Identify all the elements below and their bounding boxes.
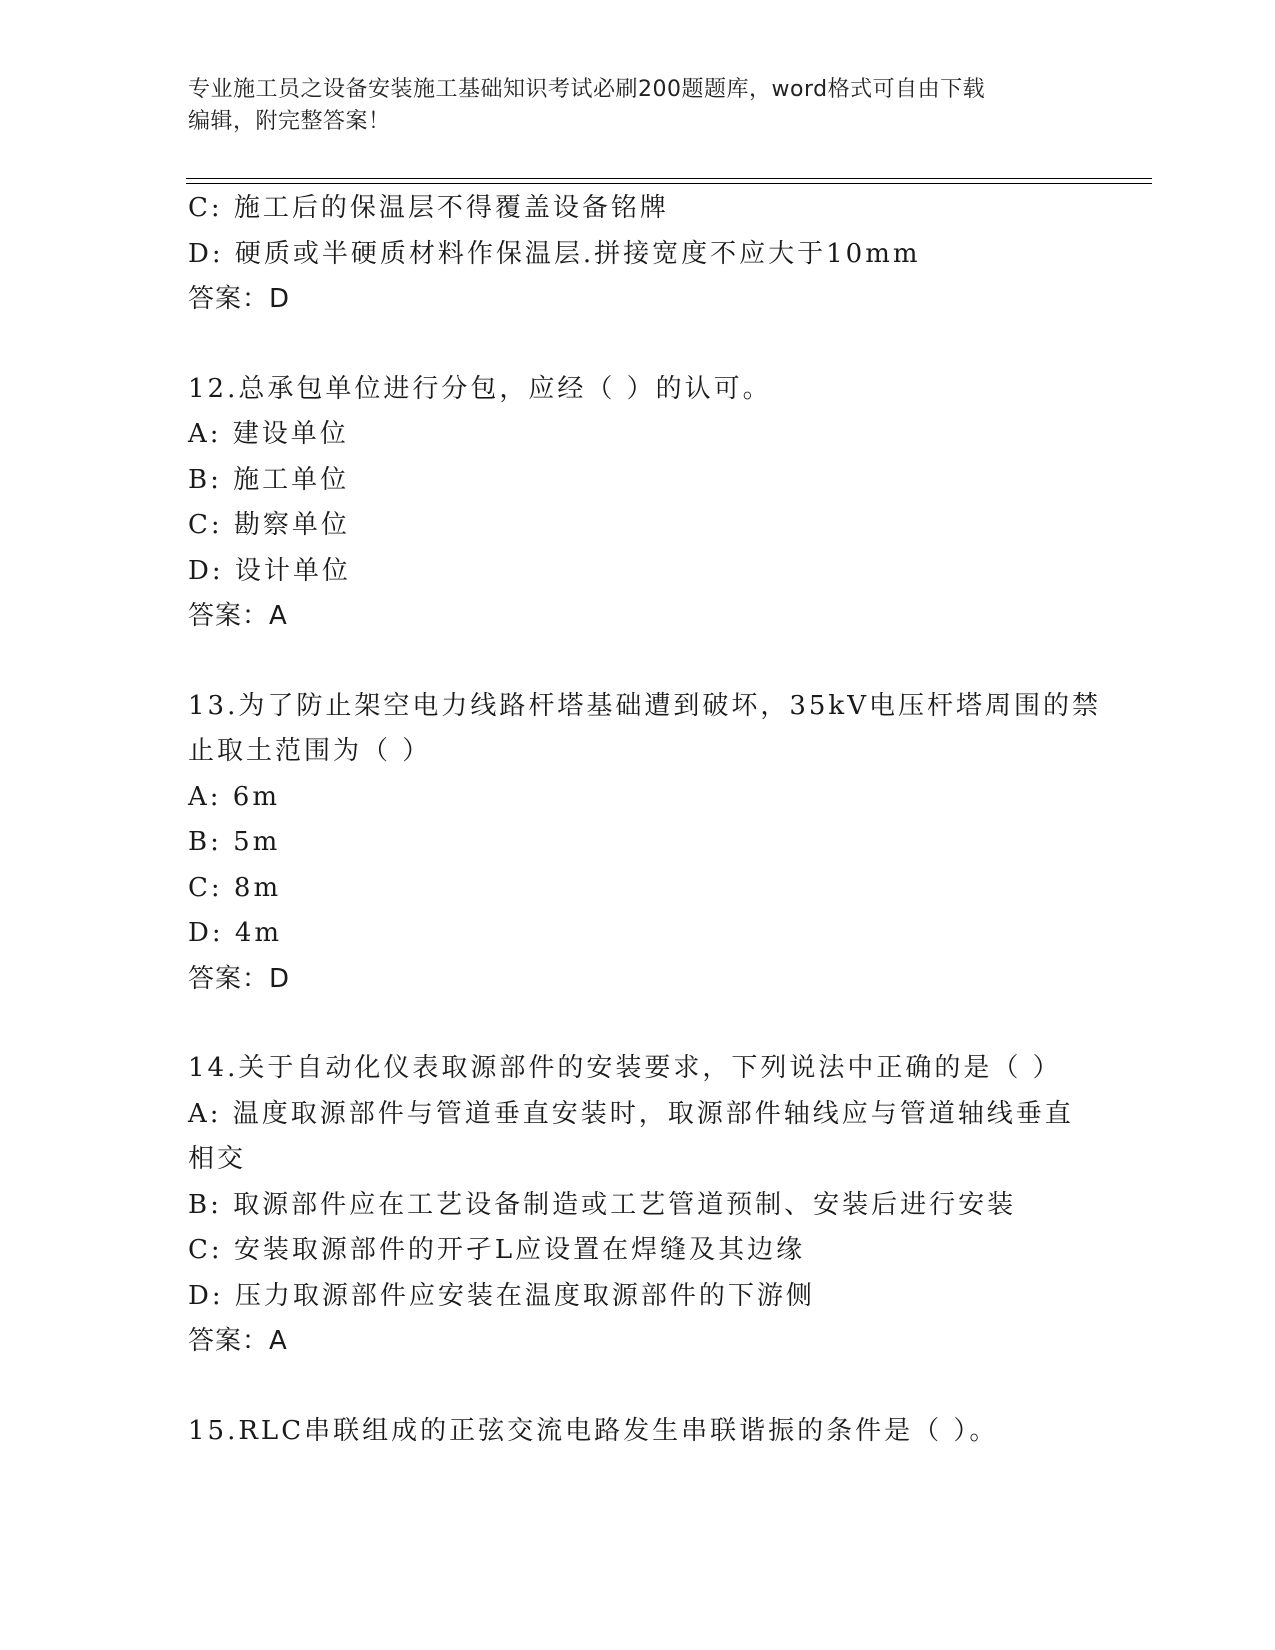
answer: 答案：D — [188, 963, 291, 994]
option-a: A: 建设单位 — [188, 419, 349, 449]
header-divider-bottom — [186, 183, 1152, 184]
option-c: C: 勘察单位 — [188, 510, 350, 540]
answer: 答案：A — [188, 1326, 288, 1356]
option-d: D: 设计单位 — [188, 555, 351, 586]
question-stem: 12.总承包单位进行分包，应经（ ）的认可。 — [188, 373, 772, 404]
question-13 — [188, 684, 1101, 1003]
option-c: C: 安装取源部件的开孑L应设置在焊缝及其边缘 — [188, 1235, 806, 1265]
question-12 — [188, 367, 1088, 640]
header-title-line-2: 编辑，附完整答案！ — [188, 109, 391, 134]
document-header — [188, 74, 1088, 138]
option-d: D: 4m — [188, 918, 283, 948]
option-c: C: 8m — [188, 872, 282, 903]
answer: 答案：A — [188, 601, 288, 631]
option-a-line-1: A: 温度取源部件与管道垂直安装时，取源部件轴线应与管道轴线垂直 — [188, 1098, 1074, 1129]
option-a-line-2: 相交 — [188, 1144, 247, 1174]
header-title-line-1: 专业施工员之设备安装施工基础知识考试必刷200题题库，word格式可自由下载 — [188, 77, 986, 102]
prev-option-d: D: 硬质或半硬质材料作保温层.拼接宽度不应大于10mm — [188, 238, 921, 269]
question-stem: 15.RLC串联组成的正弦交流电路发生串联谐振的条件是（ ）。 — [188, 1415, 999, 1446]
option-a: A: 6m — [188, 781, 280, 812]
header-divider-top — [186, 178, 1152, 179]
question-stem-line-2: 止取土范围为（ ） — [188, 736, 432, 766]
prev-option-c: C: 施工后的保温层不得覆盖设备铭牌 — [188, 193, 669, 223]
question-15 — [188, 1409, 1088, 1455]
prev-answer: 答案：D — [188, 284, 291, 314]
option-b: B: 施工单位 — [188, 464, 350, 495]
option-b: B: 取源部件应在工艺设备制造或工艺管道预制、安装后进行安装 — [188, 1189, 1017, 1220]
question-stem: 14.关于自动化仪表取源部件的安装要求，下列说法中正确的是（ ） — [188, 1053, 1062, 1083]
question-list — [188, 186, 1101, 1454]
option-d: D: 压力取源部件应安装在温度取源部件的下游侧 — [188, 1280, 815, 1311]
option-b: B: 5m — [188, 827, 281, 857]
question-14 — [188, 1046, 1088, 1365]
question-stem-line-1: 13.为了防止架空电力线路杆塔基础遭到破坏，35kV电压杆塔周围的禁 — [188, 690, 1101, 721]
